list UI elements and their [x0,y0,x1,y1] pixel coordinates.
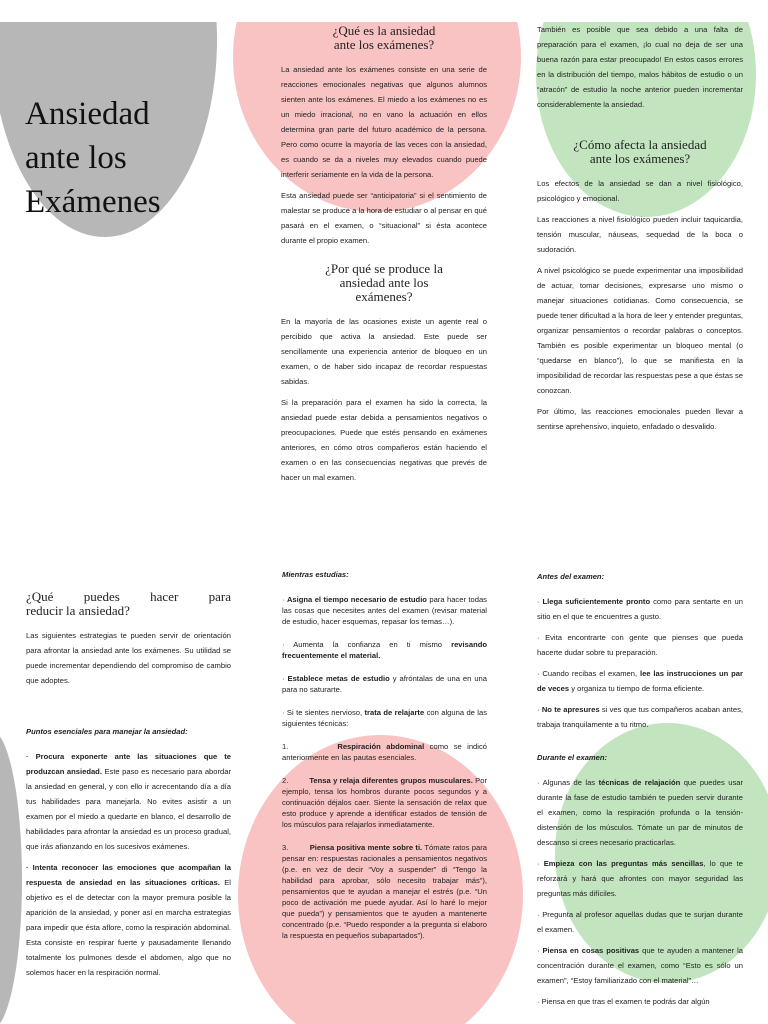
paragraph: A nivel psicológico se puede experimentar una imposibilidad de actuar, tomar decisiones, expresarse uno mismo o manejar situaciones cotidianas. Como consecuencia, se puede tener dificultad a la hora de leer y entender preguntas, organizar pensamientos o recordar palabras o conceptos. También es posible experimentar un bloqueo mental (o “quedarse en blanco”), lo que se manifiesta en la imposibilidad de recordar las respuestas pese a que éstas se conozcan. [537,266,743,395]
paragraph: Los efectos de la ansiedad se dan a nivel fisiológico, psicológico y emocional. [537,179,743,203]
bullet: · Asigna el tiempo necesario de estudio para hacer todas las cosas que necesites antes del examen (revisar material de estudio, hacer esquemas, repasar los temas…). [282,595,487,626]
title-line-2: ante los [25,140,127,176]
paragraph: Las siguientes estrategias te pueden servir de orientación para afrontar la ansiedad ante los exámenes. Su utilidad se puede incrementar dependiendo del compromiso de cambio que adoptes. [26,631,231,685]
brochure-title [25,92,161,224]
bullet: · Empieza con las preguntas más sencillas, lo que te reforzará y hará que afrontes con mayor seguridad las preguntas más difíciles. [537,859,744,898]
panel-2 [281,24,487,491]
bullet: · Evita encontrarte con gente que pienses que pueda hacerte dudar sobre tu preparación. [537,633,743,657]
subheading-durante: Durante el examen: [537,753,608,762]
bullet: · Cuando recibas el examen, lee las instrucciones un par de veces y organiza tu tiempo de forma eficiente. [537,669,743,693]
bullet: · Algunas de las técnicas de relajación que puedes usar durante la fase de estudio también te pueden servir durante el examen, como la respiración profunda o la tensión-distensión de los músculos. Tómate un par de minutos de descanso si crees necesario practicarlas. [537,778,743,847]
subheading-mientras: Mientras estudias: [282,570,349,579]
paragraph: Las reacciones a nivel fisiológico pueden incluir taquicardia, tensión muscular, náuseas, sequedad de la boca o sudoración. [537,215,743,254]
technique-1: 1. Respiración abdominal como se indicó anteriormente en las pautas esenciales. [282,742,487,762]
heading-que-puedes: ¿Qué puedes hacer para reducir la ansiedad? [26,589,231,618]
technique-3: 3. Piensa positiva mente sobre ti. Tómate ratos para pensar en: respuestas racionales a pensamientos negativos (p.e. en vez de decir “Voy a suspender” di “Tengo la habilidad para aprobar, sólo necesito trabajar más”), pensamientos que te ayudan a manejar el estrés (p.e. “Un poco de activación me puede ayudar. Así lo haré lo mejor que pueda”) y pensamientos que te ayuden a mantenerte concentrado (p.e. “Puedo responder a la pregunta si elaboro la respuesta en pequeños subapartados”). [282,843,487,940]
bottom-page [0,555,768,1024]
technique-2: 2. Tensa y relaja diferentes grupos musculares. Por ejemplo, tensa los hombros durante pocos segundos y a continuación déjalos caer. Siente la sensación de relax que esto produce y aprende a identificar estados de tensión de los músculos para relajarlos inmediatamente. [282,776,487,829]
subheading-antes: Antes del examen: [537,572,605,581]
bullet: · Piensa en cosas positivas que te ayuden a mantener la concentración durante el examen, como “Esto es sólo un examen”, “Estoy familiarizado con el material”… [537,946,743,985]
paragraph: Si la preparación para el examen ha sido la correcta, la ansiedad puede estar debida a pensamientos negativos o preocupaciones. Puede que estés pensando en exámenes anteriores, en cómo otros compañeros están haciendo el examen o en las consecuencias negativas que prevés de hacer un mal examen. [281,398,487,482]
panel-3 [537,22,743,440]
title-line-1: Ansiedad [25,96,150,132]
paragraph: La ansiedad ante los exámenes consiste en una serie de reacciones emocionales negativas que algunos alumnos sienten ante los exámenes. El miedo a los exámenes no es un miedo irracional, no en vano la actuación en ellos determina gran parte del futuro académico de la persona. Pero como ocurre la mayoría de las veces con la ansiedad, es cuando se da a niveles muy elevados cuando puede interferir seriamente en la vida de la persona. [281,65,487,179]
paragraph: Esta ansiedad puede ser “anticipatoria” si el sentimiento de malestar se produce a la hora de estudiar o al pensar en qué pasará en el examen, o “situacional” si ésta acontece durante el propio examen. [281,191,487,245]
panel-5 [282,569,487,953]
gray-circle-bottom [0,730,22,1024]
bullet: · Aumenta la confianza en ti mismo revisando frecuentemente el material. [282,640,487,660]
paragraph: También es posible que sea debido a una falta de preparación para el examen, ¡lo cual no deja de ser una buena razón para estar preocupado! En estos casos errores en la distribución del tiempo, malos hábitos de estudio o un “atracón” de estudio la noche anterior pueden incrementar considerablemente la ansiedad. [537,25,743,109]
bullet: · No te apresures si ves que tus compañeros acaban antes, trabaja tranquilamente a tu ritmo. [537,705,744,729]
title-line-3: Exámenes [25,184,161,220]
bullet: · Si te sientes nervioso, trata de relajarte con alguna de las siguientes técnicas: [282,708,487,728]
heading-por-que: ¿Por qué se produce la ansiedad ante los exámenes? [325,261,443,304]
paragraph: En la mayoría de las ocasiones existe un agente real o percibido que activa la ansiedad. Este puede ser sencillamente una experiencia anterior de bloqueo en un examen, o de haber sido incapaz de recordar respuestas sabidas. [281,317,487,386]
heading-que-es: ¿Qué es la ansiedad ante los exámenes? [332,23,436,52]
heading-como-afecta: ¿Cómo afecta la ansiedad ante los exámenes? [573,137,707,166]
bullet: · Intenta reconocer las emociones que acompañan la respuesta de ansiedad en las situaciones críticas. El objetivo es el de detectar con la mayor premura posible la aparición de la ansiedad, y poner así en marcha estrategias para impedir que ésta aflore, como la respiración abdominal. Esta consiste en respirar fuerte y pausadamente llenando totalmente los pulmones desde el abdomen, algo que no solemos hacer en la respiración normal. [26,863,231,977]
bullet: · Procura exponerte ante las situaciones que te produzcan ansiedad. Este paso es necesario para abordar la ansiedad en general, y con ello ir acrecentando día a día tus habilidades para manejarla. No evites asistir a un examen por el miedo a quedarte en blanco, el desarrollo de habilidades para afrontar la ansiedad es un proceso gradual, que irás afianzando en los sucesivos exámenes. [26,752,232,851]
top-page [0,22,768,500]
paragraph: Por último, las reacciones emocionales pueden llevar a sentirse aprehensivo, inquieto, enfadado o desvalido. [537,407,743,431]
bullet: · Llega suficientemente pronto como para sentarte en un sitio en el que te encuentres a gusto. [537,597,744,621]
bullet: · Piensa en que tras el examen te podrás dar algún [537,997,710,1006]
panel-4 [26,590,231,986]
panel-6 [537,569,743,1015]
bullet: · Pregunta al profesor aquellas dudas que te surjan durante el examen. [537,910,743,934]
subheading-puntos: Puntos esenciales para manejar la ansiedad: [26,727,188,736]
bullet: · Establece metas de estudio y afróntalas de una en una para no saturarte. [282,674,487,694]
